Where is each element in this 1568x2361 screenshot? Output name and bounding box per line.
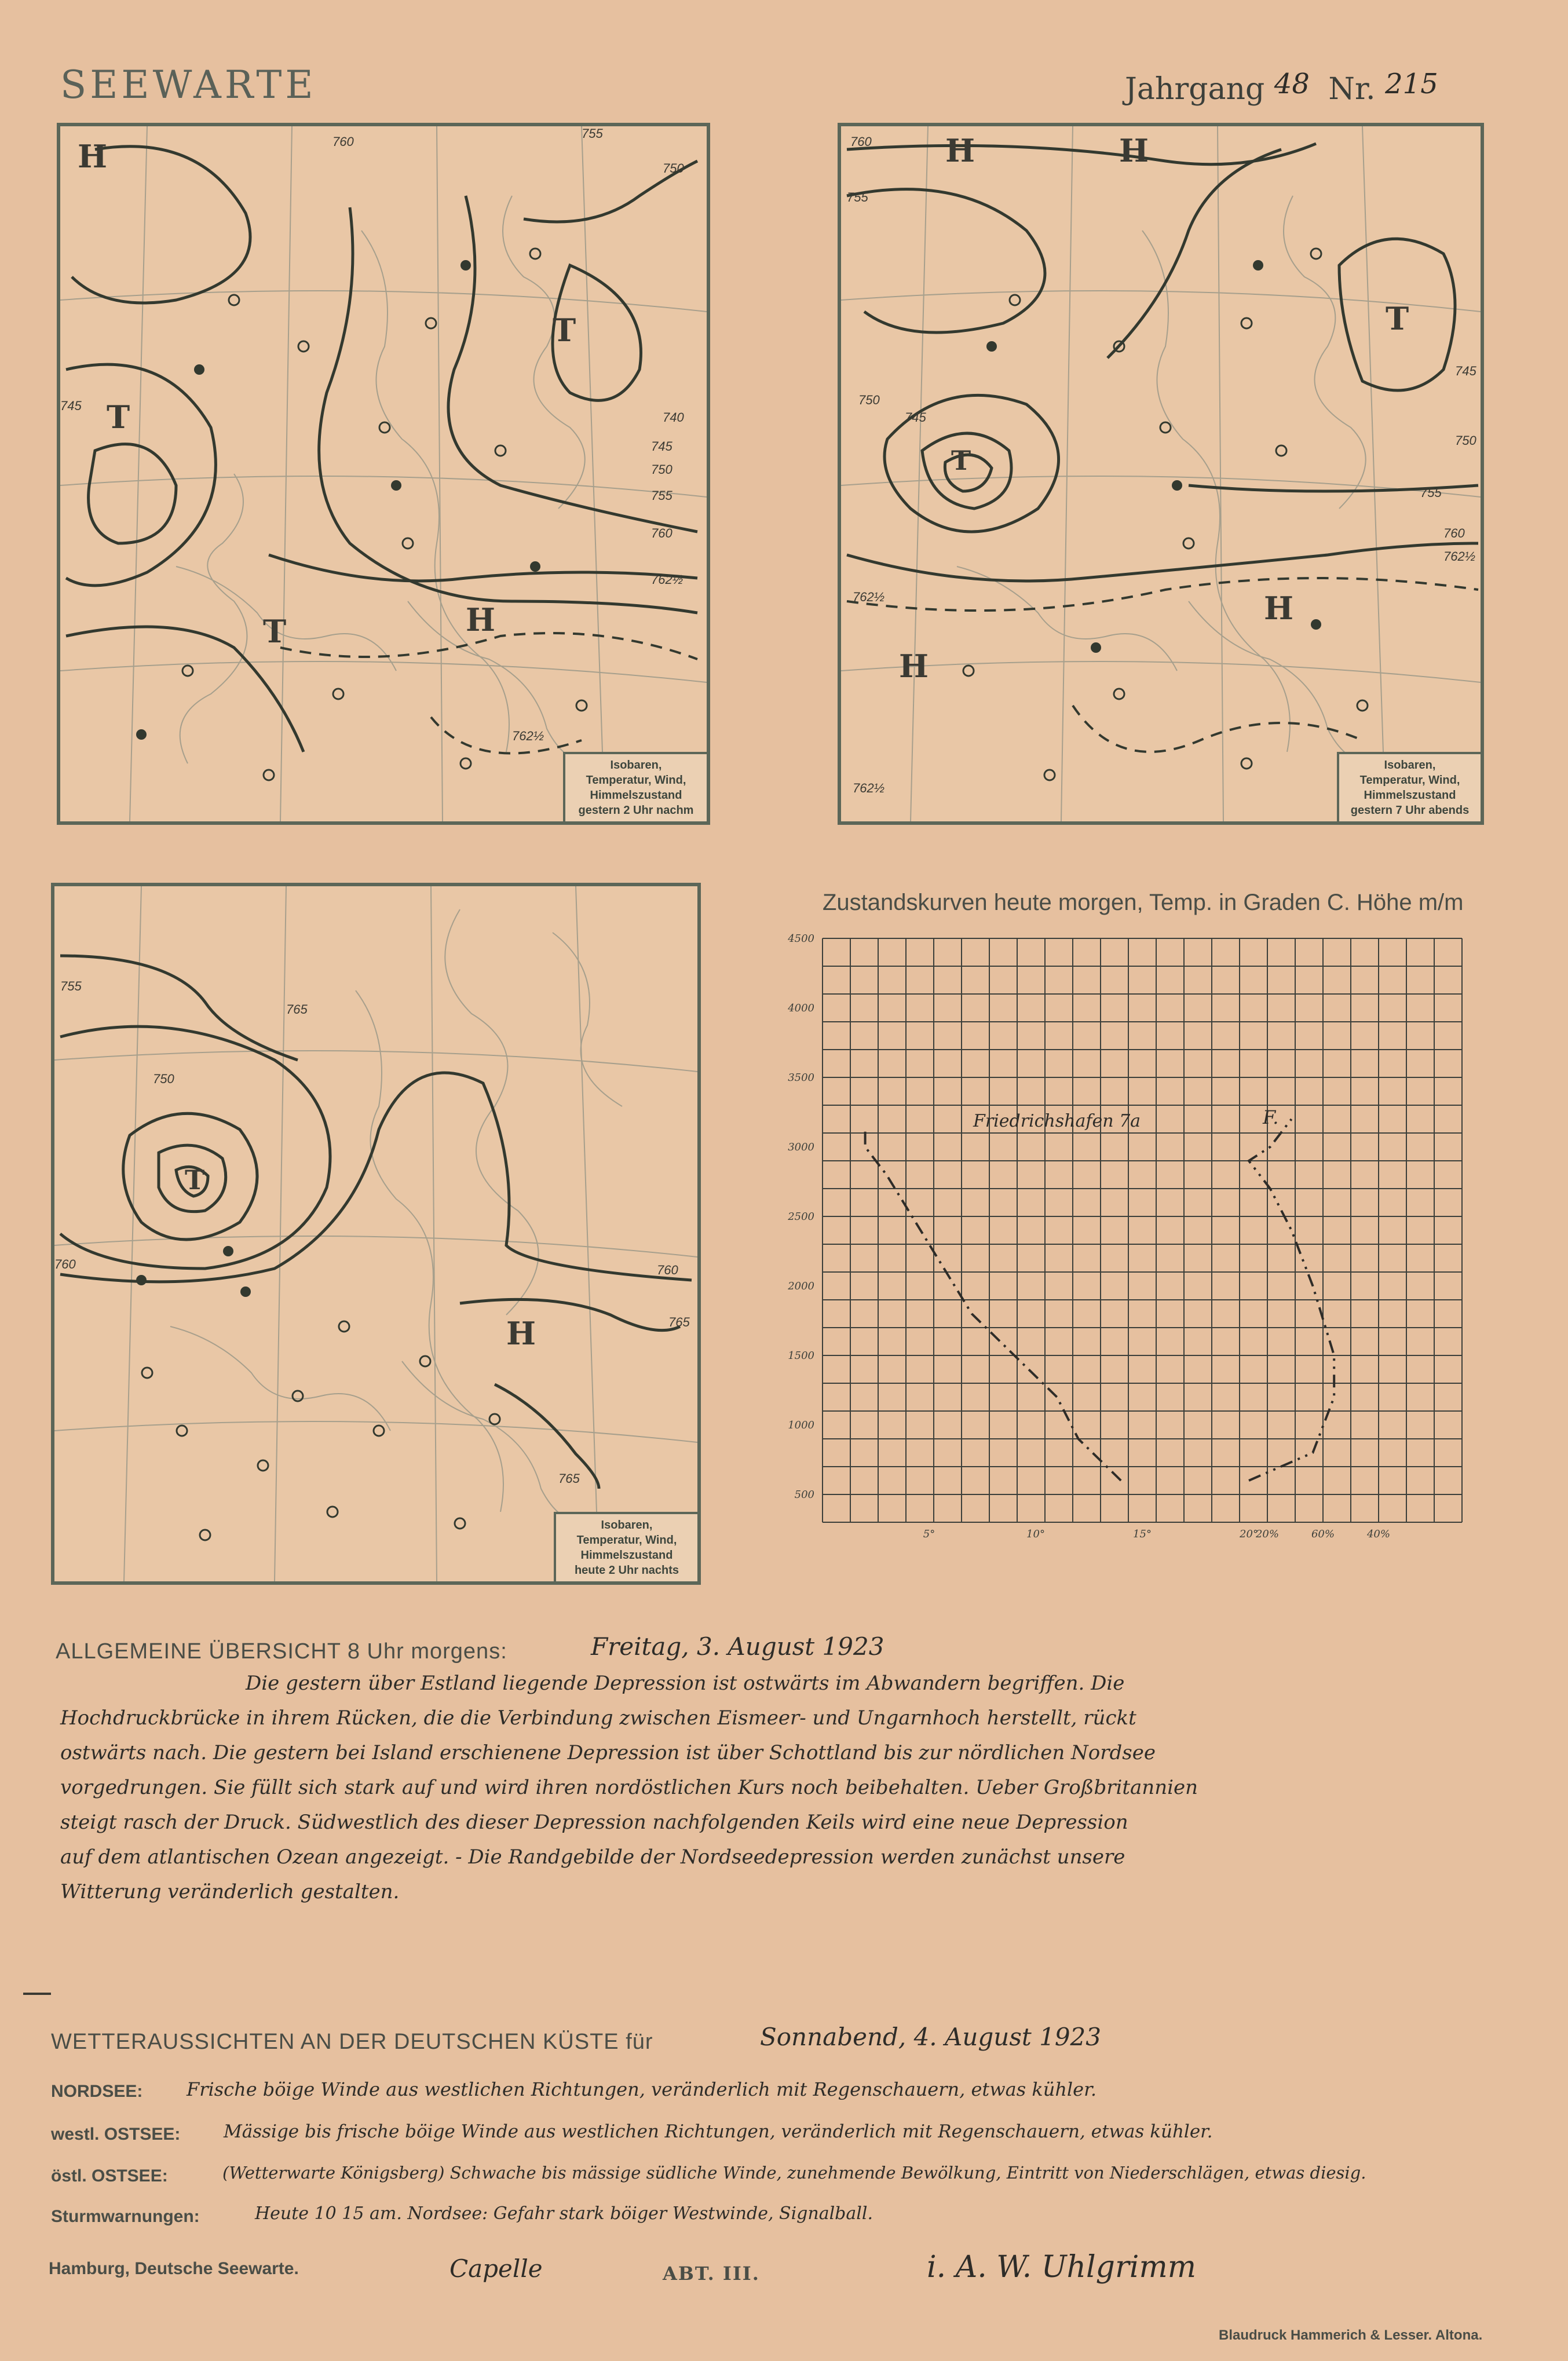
y-tick-label: 3500 (788, 1072, 814, 1084)
nr-label: Nr. (1328, 72, 1376, 107)
map-1-label-762b: 762½ (512, 729, 544, 743)
map-1-high-north: H (78, 138, 108, 175)
map-3-label-760b: 760 (657, 1263, 678, 1277)
map-1-label-740: 740 (663, 410, 684, 425)
map-3-label-765b: 765 (558, 1471, 580, 1486)
y-tick-label: 4500 (788, 933, 814, 945)
map-2-high-4: H (899, 648, 929, 685)
map-2-label-755: 755 (847, 190, 868, 204)
x-tick-label-humidity: 20% (1255, 1528, 1280, 1540)
map-1-drawing (60, 126, 707, 821)
overview-line: Witterung veränderlich gestalten. (60, 1880, 400, 1903)
series-label-f: F. (1263, 1106, 1279, 1128)
margin-mark (23, 1993, 51, 1995)
page-title: SEEWARTE (60, 63, 317, 107)
series-line-friedrichshafen (865, 1126, 1121, 1481)
map-2-caption: Isobaren, Temperatur, Wind, Himmelszustand gestern 7 Uhr abends (1337, 752, 1483, 824)
map-1-label-755b: 755 (651, 488, 672, 503)
map-3-caption: Isobaren, Temperatur, Wind, Himmelszustand heute 2 Uhr nachts (554, 1512, 700, 1584)
y-tick-label: 2500 (788, 1211, 814, 1223)
map-2-label-762c: 762½ (853, 781, 885, 795)
map-2-label-745: 745 (905, 410, 926, 425)
map-2-label-750: 750 (858, 393, 880, 407)
series-label-friedrichshafen: Friedrichshafen 7a (973, 1111, 1141, 1131)
jahrgang-label: Jahrgang (1125, 72, 1265, 107)
map-1-caption: Isobaren, Temperatur, Wind, Himmelszustand gestern 2 Uhr nachm (563, 752, 709, 824)
map-3-label-765: 765 (668, 1315, 690, 1329)
signature-2: i. A. W. Uhlgrimm (927, 2250, 1197, 2285)
weather-map-night (51, 883, 701, 1585)
map-1-low-south: T (263, 613, 287, 650)
y-tick-label: 2000 (788, 1280, 814, 1292)
chart-x-ticks (923, 1528, 1390, 1540)
x-tick-label: 10° (1026, 1528, 1045, 1540)
y-tick-label: 500 (794, 1489, 814, 1501)
map-3-label-755: 755 (60, 979, 82, 993)
map-2-high-1: H (945, 132, 975, 169)
y-tick-label: 4000 (788, 1002, 814, 1014)
overview-line: auf dem atlantischen Ozean angezeigt. - Die Randgebilde der Nordseedepression werden zunächst unsere (60, 1845, 1125, 1869)
map-2-low-1: T (951, 445, 971, 476)
chart-title: Zustandskurven heute morgen, Temp. in Graden C. Höhe m/m (823, 890, 1464, 915)
overview-line: Die gestern über Estland liegende Depression ist ostwärts im Abwandern begriffen. Die (246, 1672, 1125, 1695)
map-2-label-755b: 755 (1420, 485, 1442, 500)
map-1-label-745: 745 (60, 399, 82, 413)
map-2-drawing (841, 126, 1481, 821)
map-2-label-760: 760 (850, 134, 872, 149)
map-3-label-750: 750 (153, 1072, 174, 1086)
forecast-row-label: östl. OSTSEE: (51, 2166, 168, 2185)
map-1-label-755: 755 (582, 126, 603, 141)
state-curve-chart (770, 927, 1483, 1599)
map-3-high: H (506, 1315, 536, 1352)
weather-map-afternoon (57, 123, 710, 825)
forecast-row-label: westl. OSTSEE: (51, 2125, 181, 2144)
map-2-high-2: H (1119, 132, 1149, 169)
y-tick-label: 3000 (788, 1141, 814, 1153)
overview-date: Freitag, 3. August 1923 (591, 1632, 884, 1661)
y-tick-label: 1000 (788, 1419, 814, 1431)
x-tick-label: 20° (1240, 1528, 1258, 1540)
forecast-row-label: NORDSEE: (51, 2082, 143, 2101)
overview-line: Hochdruckbrücke in ihrem Rücken, die die Verbindung zwischen Eismeer- und Ungarnhoch herstellt, rückt (60, 1706, 1136, 1730)
x-tick-label-humidity: 60% (1311, 1528, 1335, 1540)
forecast-label: WETTERAUSSICHTEN AN DER DEUTSCHEN KÜSTE für (51, 2030, 653, 2054)
map-1-label-760: 760 (332, 134, 354, 149)
weather-map-evening (838, 123, 1484, 825)
map-1-label-762a: 762½ (651, 572, 684, 587)
overview-line: vorgedrungen. Sie füllt sich stark auf und wird ihren nordöstlichen Kurs noch beibehalten. Ueber Großbritannien (60, 1776, 1198, 1799)
map-2-label-745b: 745 (1455, 364, 1476, 378)
map-1-label-750: 750 (663, 161, 684, 176)
map-3-drawing (54, 886, 697, 1581)
overview-label: ALLGEMEINE ÜBERSICHT 8 Uhr morgens: (56, 1639, 507, 1664)
forecast-row-label: Sturmwarnungen: (51, 2207, 200, 2226)
forecast-row-text: (Wetterwarte Königsberg) Schwache bis mässige südliche Winde, zunehmende Bewölkung, Eintritt von Niederschlägen, etwas diesig. (222, 2163, 1366, 2183)
map-1-label-760b: 760 (651, 526, 672, 540)
map-2-label-762a: 762½ (1443, 549, 1476, 564)
department: ABT. III. (663, 2263, 760, 2285)
issue-info (1125, 68, 1438, 107)
issuer: Hamburg, Deutsche Seewarte. (49, 2259, 299, 2278)
map-1-low-west: T (107, 399, 130, 436)
map-1-low-east: T (553, 312, 576, 349)
forecast-row-text: Mässige bis frische böige Winde aus westlichen Richtungen, veränderlich mit Regenschauern, etwas kühler. (224, 2121, 1213, 2142)
forecast-row-text: Heute 10 15 am. Nordsee: Gefahr stark böiger Westwinde, Signalball. (255, 2203, 873, 2224)
map-2-label-762b: 762½ (853, 590, 885, 604)
map-1-label-750b: 750 (651, 462, 672, 477)
map-3-low: T (185, 1164, 205, 1196)
overview-line: steigt rasch der Druck. Südwestlich des dieser Depression nachfolgenden Keils wird eine neue Depression (60, 1811, 1128, 1834)
forecast-row-text: Frische böige Winde aus westlichen Richtungen, veränderlich mit Regenschauern, etwas kühler. (187, 2078, 1097, 2100)
chart-grid (823, 938, 1462, 1522)
map-2-label-760b: 760 (1443, 526, 1465, 540)
chart-y-ticks (787, 933, 814, 1501)
map-1-high-south: H (466, 601, 496, 638)
map-2-high-3: H (1264, 590, 1294, 627)
jahrgang-value: 48 (1274, 68, 1310, 100)
signature-1: Capelle (449, 2254, 543, 2283)
map-2-label-750b: 750 (1455, 433, 1476, 448)
printer-note: Blaudruck Hammerich & Lesser. Altona. (1219, 2327, 1483, 2343)
map-1-label-745b: 745 (651, 439, 672, 454)
overview-line: ostwärts nach. Die gestern bei Island erschienene Depression ist über Schottland bis zur nördlichen Nordsee (60, 1741, 1156, 1764)
x-tick-label: 5° (923, 1528, 935, 1540)
map-2-low-2: T (1386, 300, 1409, 337)
forecast-date: Sonnabend, 4. August 1923 (760, 2023, 1101, 2051)
nr-value: 215 (1385, 68, 1438, 100)
map-3-label-760: 760 (54, 1257, 76, 1271)
x-tick-label-humidity: 40% (1366, 1528, 1391, 1540)
y-tick-label: 1500 (788, 1350, 814, 1362)
map-3-label-765c: 765 (286, 1002, 308, 1017)
x-tick-label: 15° (1133, 1528, 1152, 1540)
